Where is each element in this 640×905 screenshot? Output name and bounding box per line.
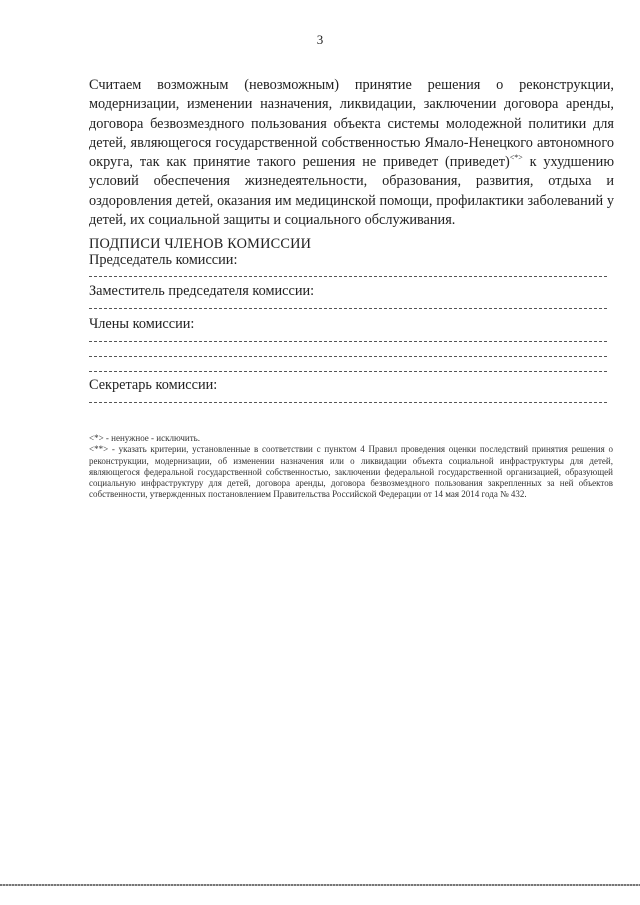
member-signature-line [89, 356, 607, 357]
body-paragraph [89, 76, 614, 230]
footnote-reference: <*> [509, 153, 523, 163]
scan-edge-rule [0, 884, 640, 886]
chairman-label: Председатель комиссии: [89, 252, 238, 268]
footnote-1: <*> - ненужное - исключить. [89, 433, 200, 443]
member-signature-line [89, 371, 607, 372]
member-signature-line [89, 341, 607, 342]
footnotes [89, 433, 613, 501]
page-number: 3 [316, 32, 324, 47]
deputy-signature-line [89, 308, 607, 309]
secretary-label: Секретарь комиссии: [89, 377, 218, 393]
secretary-signature-line [89, 402, 607, 403]
body-text-before: Считаем возможным (невозможным) принятие решения о реконструкции, модернизации, изменении назначения, ликвидации, заключении договора аренды, договора безвозмездного пользования объекта системы молодежной политики для детей, являющегося государственной собственностью Ямало-Ненецкого автономного округа, так как принятие такого решения не приведет (приведет) [89, 77, 614, 171]
deputy-label: Заместитель председателя комиссии: [89, 283, 315, 299]
signatures-title: ПОДПИСИ ЧЛЕНОВ КОМИССИИ [89, 236, 312, 252]
chairman-signature-line [89, 276, 607, 277]
members-label: Члены комиссии: [89, 316, 195, 332]
body-text-after: к ухудшению условий обеспечения жизнедеятельности, образования, развития, отдыха и оздоровления детей, оказания им медицинской помощи, профилактики заболеваний у детей, их социальной защиты и социального обслуживания. [89, 154, 614, 229]
footnote-2: <**> - указать критерии, установленные в соответствии с пунктом 4 Правил проведения оценки последствий принятия решения о реконструкции, модернизации, об изменении назначения или о ликвидации объекта социальной инфраструктуры для детей, являющегося федеральной государственной собственностью, заключении федеральной государственной организацией, образующей социальную инфраструктуру для детей, договора аренды, договора безвозмездного пользования закрепленных за ней объектов собственности, утвержденных постановлением Правительства Российской Федерации от 14 мая 2014 года № 432. [89, 444, 613, 500]
